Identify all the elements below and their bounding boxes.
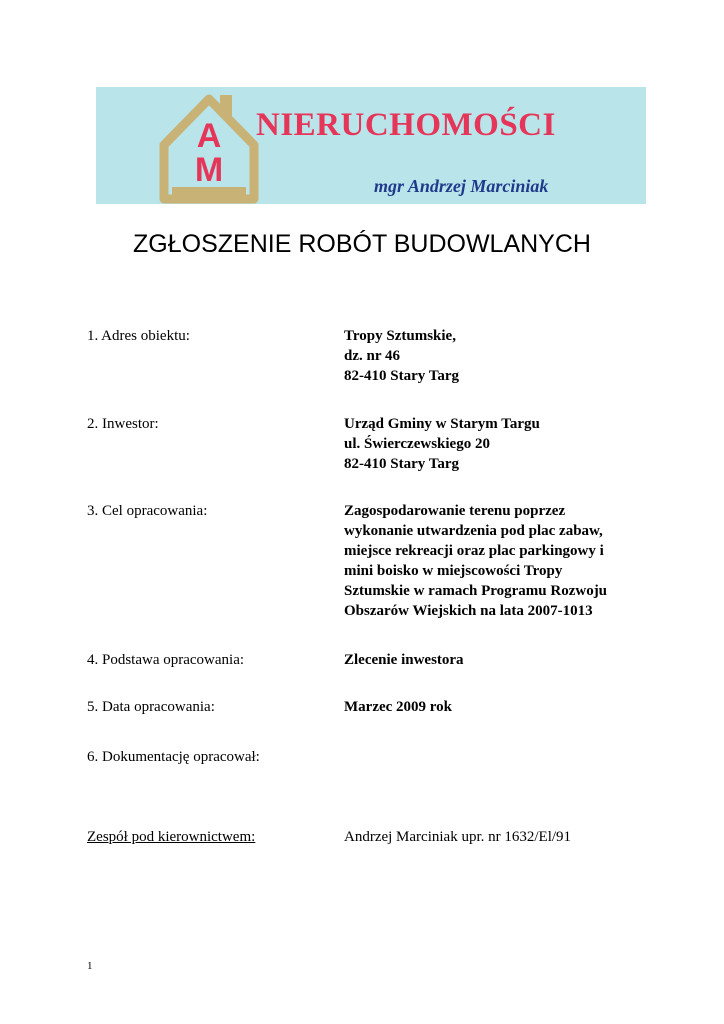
brand-name: NIERUCHOMOŚCI — [256, 107, 556, 143]
value-line: Obszarów Wiejskich na lata 2007-1013 — [344, 603, 593, 619]
page-number: 1 — [87, 960, 93, 972]
document-title: ZGŁOSZENIE ROBÓT BUDOWLANYCH — [133, 230, 591, 258]
item-value — [344, 650, 654, 670]
value-line: Sztumskie w ramach Programu Rozwoju — [344, 583, 608, 599]
value-line: Urząd Gminy w Starym Targu — [344, 416, 540, 432]
value-line: 82-410 Stary Targ — [344, 368, 460, 384]
item-label: 3. Cel opracowania: — [87, 503, 208, 519]
item-label: 1. Adres obiektu: — [87, 328, 190, 344]
value-line: miejsce rekreacji oraz plac parkingowy i — [344, 543, 604, 559]
brand-owner: mgr Andrzej Marciniak — [374, 176, 549, 196]
team-label: Zespół pod kierownictwem: — [87, 829, 256, 845]
item-value — [344, 697, 654, 717]
svg-text:A: A — [196, 117, 222, 155]
value-line: Zlecenie inwestora — [344, 652, 464, 668]
item-value — [344, 326, 654, 386]
house-logo-icon — [154, 87, 264, 204]
value-line: Tropy Sztumskie, — [344, 328, 456, 344]
item-value — [344, 414, 654, 474]
value-line: 82-410 Stary Targ — [344, 456, 460, 472]
value-line: ul. Świerczewskiego 20 — [344, 436, 490, 452]
item-label: 4. Podstawa opracowania: — [87, 652, 245, 668]
value-line: Marzec 2009 rok — [344, 699, 453, 715]
svg-text:M: M — [194, 151, 224, 189]
value-line: Zagospodarowanie terenu poprzez — [344, 503, 566, 519]
item-value — [344, 501, 654, 621]
item-label: 6. Dokumentację opracował: — [87, 749, 260, 765]
item-label: 5. Data opracowania: — [87, 699, 215, 715]
item-label: 2. Inwestor: — [87, 416, 159, 432]
value-line: wykonanie utwardzenia pod plac zabaw, — [344, 523, 603, 539]
team-value: Andrzej Marciniak upr. nr 1632/El/91 — [344, 829, 572, 845]
header-banner — [96, 87, 646, 204]
value-line: dz. nr 46 — [344, 348, 400, 364]
value-line: mini boisko w miejscowości Tropy — [344, 563, 563, 579]
